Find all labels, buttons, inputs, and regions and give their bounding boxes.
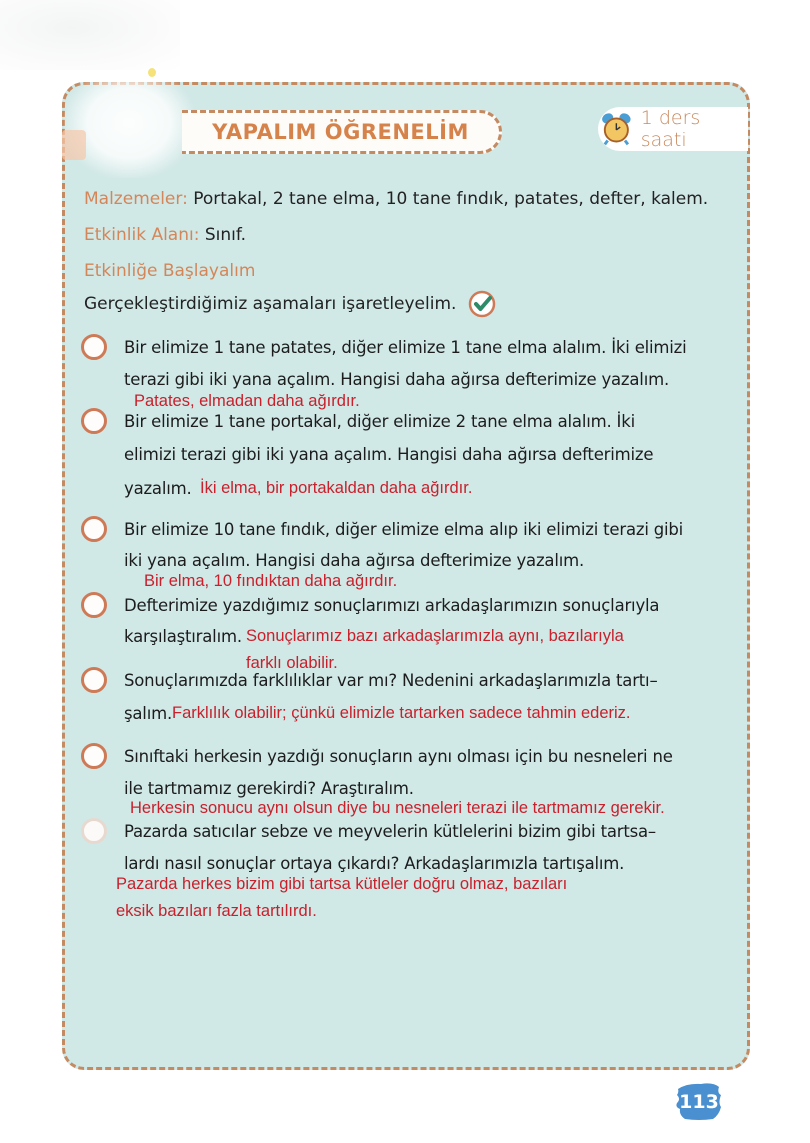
step-6-line-1: Sınıftaki herkesin yazdığı sonuçların aynı olması için bu nesneleri ne bbox=[124, 747, 673, 766]
step-4-answer-2: farklı olabilir. bbox=[246, 654, 338, 672]
instruction-text: Gerçekleştirdiğimiz aşamaları işaretleyelim. bbox=[84, 294, 457, 314]
step-7-line-2: lardı nasıl sonuçlar ortaya çıkardı? Arkadaşlarımızla tartışalım. bbox=[124, 854, 625, 873]
step-6-line-2: ile tartmamız gerekirdi? Araştıralım. bbox=[124, 779, 414, 798]
step-5-line-1: Sonuçlarımızda farklılıklar var mı? Nedenini arkadaşlarımızla tartı– bbox=[124, 671, 658, 690]
step-3-answer: Bir elma, 10 fındıktan daha ağırdır. bbox=[144, 572, 398, 590]
step-2-line-1: Bir elimize 1 tane portakal, diğer elimize 2 tane elma alalım. İki bbox=[124, 412, 635, 431]
instruction-line bbox=[84, 290, 496, 318]
step-2-line-3: yazalım. bbox=[124, 479, 192, 498]
step-2-line-2: elimizi terazi gibi iki yana açalım. Hangisi daha ağırsa defterimize bbox=[124, 445, 654, 464]
section-title: YAPALIM ÖĞRENELİM bbox=[212, 120, 469, 144]
step-4-answer-1: Sonuçlarımız bazı arkadaşlarımızla aynı, bazılarıyla bbox=[246, 627, 624, 645]
materials-line bbox=[84, 189, 708, 209]
step-4-line-1: Defterimize yazdığımız sonuçlarımızı arkadaşlarımızın sonuçlarıyla bbox=[124, 596, 660, 615]
step-5-answer: Farklılık olabilir; çünkü elimizle tartarken sadece tahmin ederiz. bbox=[172, 704, 631, 722]
corner-decoration bbox=[64, 68, 194, 178]
materials-value: Portakal, 2 tane elma, 10 tane fındık, patates, defter, kalem. bbox=[193, 189, 709, 209]
step-7-answer-1: Pazarda herkes bizim gibi tartsa kütleler doğru olmaz, bazıları bbox=[116, 875, 568, 893]
step-2-answer: İki elma, bir portakaldan daha ağırdır. bbox=[200, 479, 473, 497]
start-heading: Etkinliğe Başlayalım bbox=[84, 261, 256, 281]
materials-label: Malzemeler: bbox=[84, 189, 188, 209]
step-5-checkbox[interactable] bbox=[81, 667, 107, 693]
area-label: Etkinlik Alanı: bbox=[84, 225, 200, 245]
step-7-answer-2: eksik bazıları fazla tartılırdı. bbox=[116, 902, 317, 920]
step-4-line-2: karşılaştıralım. bbox=[124, 627, 242, 646]
step-2-checkbox[interactable] bbox=[81, 408, 107, 434]
step-7-line-1: Pazarda satıcılar sebze ve meyvelerin kütlelerini bizim gibi tartsa– bbox=[124, 822, 656, 841]
area-value: Sınıf. bbox=[204, 225, 247, 245]
step-6-checkbox[interactable] bbox=[81, 743, 107, 769]
step-5-line-2: şalım. bbox=[124, 704, 172, 723]
page-number: 113 bbox=[679, 1091, 719, 1113]
decor-shape bbox=[62, 130, 86, 160]
check-circle-icon bbox=[468, 290, 496, 318]
background-decoration bbox=[0, 0, 180, 70]
step-1-line-2: terazi gibi iki yana açalım. Hangisi daha ağırsa defterimize yazalım. bbox=[124, 370, 669, 389]
step-1-line-1: Bir elimize 1 tane patates, diğer elimize 1 tane elma alalım. İki elimizi bbox=[124, 338, 687, 357]
page-number-badge bbox=[673, 1081, 725, 1121]
step-1-checkbox[interactable] bbox=[81, 334, 107, 360]
area-line bbox=[84, 225, 246, 245]
section-title-banner bbox=[182, 110, 502, 154]
step-4-checkbox[interactable] bbox=[81, 592, 107, 618]
duration-badge bbox=[598, 107, 748, 151]
step-6-answer: Herkesin sonucu aynı olsun diye bu nesneleri terazi ile tartmamız gerekir. bbox=[130, 799, 665, 817]
step-3-line-2: iki yana açalım. Hangisi daha ağırsa defterimize yazalım. bbox=[124, 551, 585, 570]
alarm-clock-icon bbox=[600, 111, 633, 147]
step-3-line-1: Bir elimize 10 tane fındık, diğer elimize elma alıp iki elimizi terazi gibi bbox=[124, 520, 684, 539]
duration-text: 1 ders saati bbox=[640, 107, 701, 151]
decor-dot bbox=[148, 68, 156, 77]
step-1-answer: Patates, elmadan daha ağırdır. bbox=[134, 392, 360, 410]
step-3-checkbox[interactable] bbox=[81, 516, 107, 542]
step-7-checkbox[interactable] bbox=[81, 818, 107, 844]
